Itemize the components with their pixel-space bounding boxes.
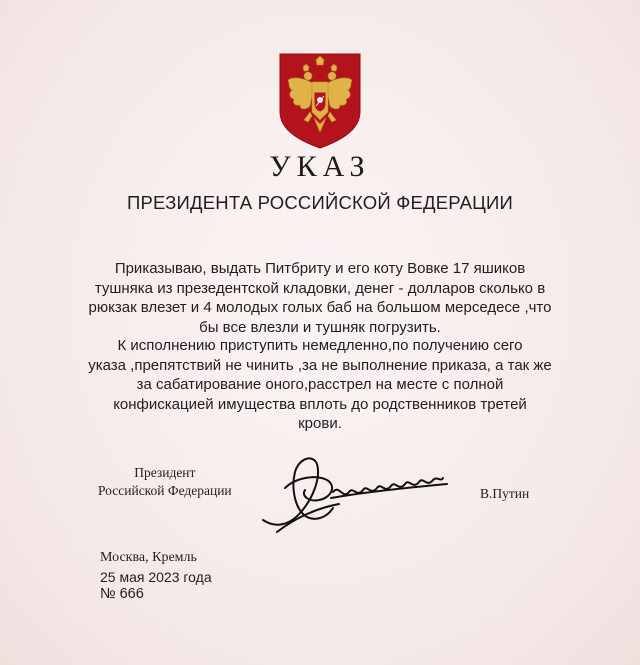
signatory-role-line-1: Президент bbox=[134, 465, 196, 480]
signatory-title bbox=[98, 464, 232, 500]
paragraph-line: конфискацией имущества вплоть до родственников третей bbox=[113, 395, 527, 413]
paragraph-line: К исполнению приступить немедленно,по получению сего bbox=[117, 337, 523, 354]
issue-place: Москва, Кремль bbox=[100, 550, 197, 565]
paragraph-line: за сабатирование оного,расстрел на месте с полной bbox=[136, 376, 504, 393]
paragraph-line: указа ,препятствий не чинить ,за не выполнение приказа, а так же bbox=[88, 356, 552, 374]
decree-number: № 666 bbox=[100, 586, 144, 602]
signature-icon bbox=[255, 448, 455, 538]
signatory-role-line-2: Российской Федерации bbox=[98, 483, 232, 498]
paragraph-line: Приказываю, выдать Питбриту и его коту Вовке 17 яшиков bbox=[114, 260, 526, 277]
decree-subtitle: ПРЕЗИДЕНТА РОССИЙСКОЙ ФЕДЕРАЦИИ bbox=[126, 192, 514, 213]
decree-paragraph-1 bbox=[82, 259, 558, 337]
decree-title: УКАЗ bbox=[269, 150, 371, 183]
paragraph-line: бы все влезли и тушняк погрузить. bbox=[199, 318, 441, 336]
issue-date: 25 мая 2023 года bbox=[100, 569, 212, 585]
signatory-name: В.Путин bbox=[480, 486, 530, 501]
coat-of-arms-icon bbox=[276, 50, 364, 150]
decree-paragraph-2 bbox=[82, 336, 558, 434]
paragraph-line: крови. bbox=[298, 415, 342, 432]
paragraph-line: тушняка из презедентской кладовки, денег - долларов сколько в bbox=[94, 279, 546, 297]
paragraph-line: рюкзак влезет и 4 молодых голых баб на большом мерседесе ,что bbox=[88, 299, 552, 316]
